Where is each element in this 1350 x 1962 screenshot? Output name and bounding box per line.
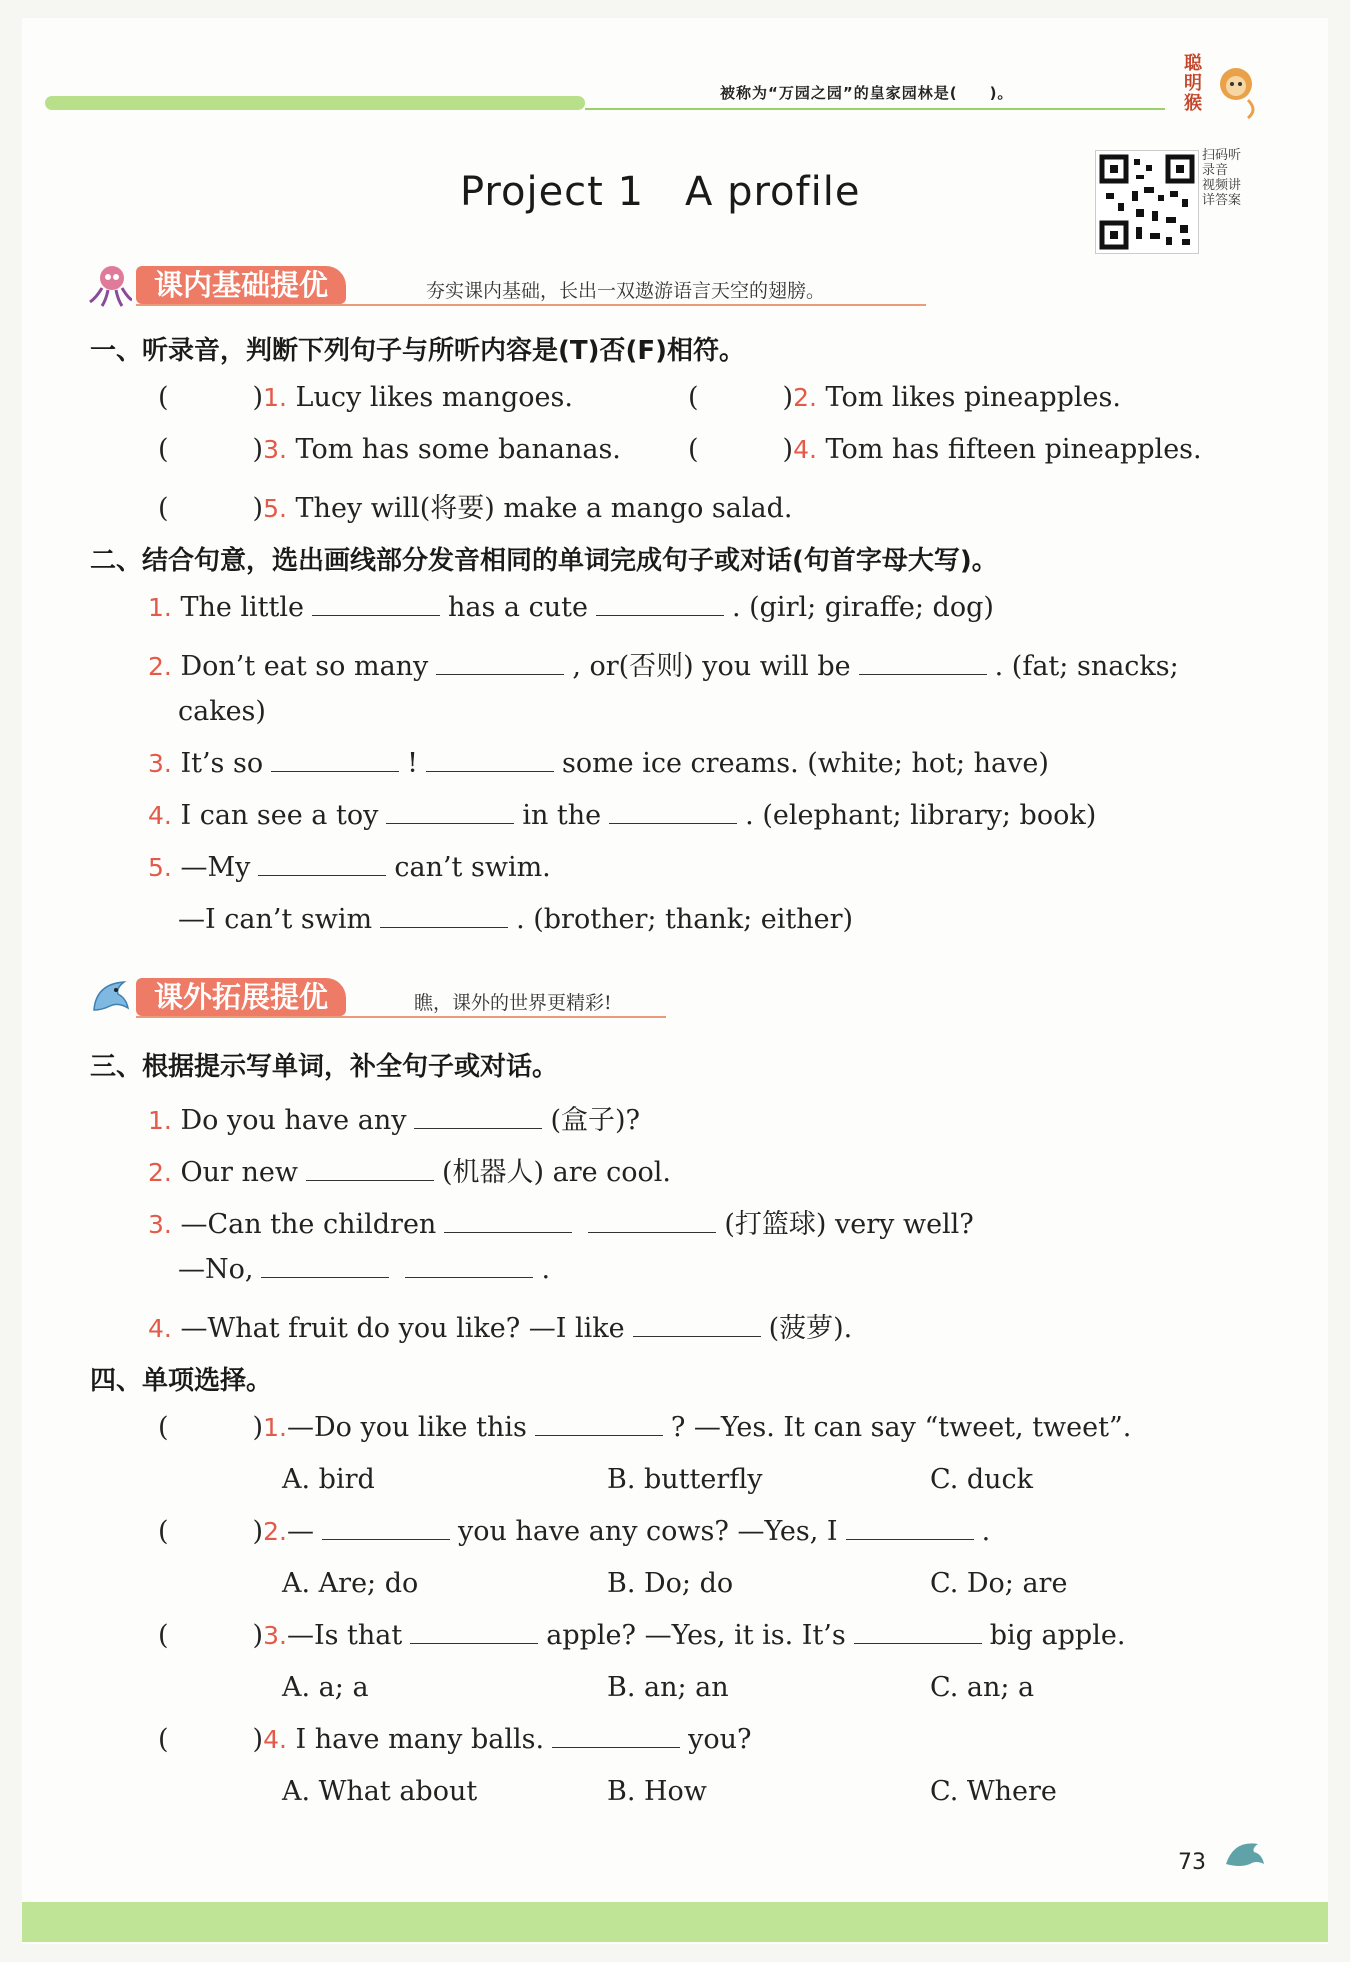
item-number: 1.	[148, 1106, 172, 1135]
answer-blank[interactable]	[552, 1746, 680, 1748]
item-number: 3.	[148, 1210, 172, 1239]
text: . (fat; snacks;	[994, 651, 1179, 682]
answer-blank[interactable]	[436, 673, 564, 675]
text: . (girl; giraffe; dog)	[731, 592, 994, 623]
text: I have many balls.	[295, 1724, 545, 1755]
section-label: 课内基础提优	[136, 266, 346, 304]
q3-line-2	[148, 1150, 671, 1189]
item-number: 3.	[263, 1621, 287, 1650]
q3-line-3	[148, 1202, 974, 1241]
text: .	[981, 1516, 991, 1547]
answer-blank[interactable]	[535, 1434, 663, 1436]
q2-line-2	[148, 644, 1179, 683]
text: has a cute	[448, 592, 588, 623]
q3-line-4	[148, 1306, 852, 1345]
q2-line-5	[148, 852, 551, 883]
top-green-band	[45, 96, 585, 110]
text: ? —Yes. It can say “tweet, tweet”.	[670, 1412, 1132, 1443]
text: Do you have any	[180, 1105, 407, 1136]
q4-1-option-a[interactable]: A. bird	[282, 1464, 375, 1495]
answer-blank[interactable]	[380, 926, 508, 928]
text: in the	[522, 800, 602, 831]
item-number: 1.	[263, 1413, 287, 1442]
q4-1-option-b[interactable]: B. butterfly	[607, 1464, 763, 1495]
text: (机器人) are cool.	[441, 1157, 672, 1188]
q1-item-4[interactable]: ( )4. Tom has fifteen pineapples.	[688, 434, 1202, 465]
answer-blank[interactable]	[444, 1231, 572, 1233]
text: (菠萝).	[768, 1313, 853, 1344]
q4-3-option-c[interactable]: C. an; a	[930, 1672, 1035, 1703]
item-text: They will(将要) make a mango salad.	[295, 493, 793, 524]
q4-item-2[interactable]: ( )2.— you have any cows? —Yes, I .	[158, 1516, 991, 1547]
q2-line-3	[148, 748, 1049, 779]
answer-blank[interactable]	[588, 1231, 716, 1233]
bottom-green-band	[22, 1902, 1328, 1942]
section-underline	[136, 304, 926, 306]
answer-blank[interactable]	[386, 822, 514, 824]
q1-item-3[interactable]: ( )3. Tom has some bananas.	[158, 434, 621, 465]
item-number: 2.	[148, 1158, 172, 1187]
text: apple? —Yes, it is. It’s	[546, 1620, 846, 1651]
answer-blank[interactable]	[854, 1642, 982, 1644]
q4-4-option-a[interactable]: A. What about	[282, 1776, 478, 1807]
answer-blank[interactable]	[846, 1538, 974, 1540]
item-number: 5.	[263, 494, 287, 523]
question-4-title: 四、单项选择。	[90, 1366, 273, 1396]
answer-blank[interactable]	[426, 770, 554, 772]
item-text: Tom has fifteen pineapples.	[825, 434, 1202, 465]
item-number: 2.	[263, 1517, 287, 1546]
q1-item-5[interactable]: ( )5. They will(将要) make a mango salad.	[158, 493, 793, 524]
text: .	[541, 1254, 551, 1285]
item-number: 2.	[793, 383, 817, 412]
q4-item-3[interactable]: ( )3.—Is that apple? —Yes, it is. It’s big apple.	[158, 1620, 1126, 1651]
q2-line-4	[148, 800, 1096, 831]
text: . (elephant; library; book)	[745, 800, 1097, 831]
trivia-question: 被称为“万园之园”的皇家园林是( )。	[720, 84, 1014, 102]
text: (盒子)?	[550, 1105, 641, 1136]
answer-blank[interactable]	[271, 770, 399, 772]
text: I can see a toy	[180, 800, 379, 831]
page-number: 73	[1178, 1850, 1206, 1875]
text: big apple.	[989, 1620, 1126, 1651]
q4-1-option-c[interactable]: C. duck	[930, 1464, 1034, 1495]
item-number: 2.	[148, 652, 172, 681]
qr-code[interactable]	[1095, 150, 1199, 254]
item-number: 1.	[263, 383, 287, 412]
answer-blank[interactable]	[258, 874, 386, 876]
text: you have any cows? —Yes, I	[457, 1516, 838, 1547]
q4-2-option-b[interactable]: B. Do; do	[607, 1568, 734, 1599]
answer-blank[interactable]	[414, 1127, 542, 1129]
text: you?	[688, 1724, 752, 1755]
text: can’t swim.	[394, 852, 551, 883]
text: Our new	[180, 1157, 298, 1188]
section-underline	[136, 1016, 666, 1018]
item-number: 3.	[148, 749, 172, 778]
text: —My	[180, 852, 251, 883]
answer-blank[interactable]	[405, 1276, 533, 1278]
top-green-line	[585, 108, 1165, 110]
q1-item-2[interactable]: ( )2. Tom likes pineapples.	[688, 382, 1121, 413]
text: !	[407, 748, 418, 779]
answer-blank[interactable]	[261, 1276, 389, 1278]
q4-3-option-a[interactable]: A. a; a	[282, 1672, 369, 1703]
dolphin-footer-icon	[1222, 1834, 1268, 1874]
item-text: Tom has some bananas.	[295, 434, 621, 465]
text: —What fruit do you like? —I like	[180, 1313, 625, 1344]
text: (打篮球) very well?	[724, 1209, 974, 1240]
section-note: 夯实课内基础，长出一双遨游语言天空的翅膀。	[426, 280, 826, 302]
answer-blank[interactable]	[609, 822, 737, 824]
item-text: Tom likes pineapples.	[825, 382, 1121, 413]
section-label: 课外拓展提优	[136, 978, 346, 1016]
text: —	[286, 1516, 314, 1547]
text: It’s so	[180, 748, 264, 779]
answer-blank[interactable]	[410, 1642, 538, 1644]
text: The little	[180, 592, 304, 623]
section-banner-extended	[86, 976, 666, 1020]
item-number: 4.	[793, 435, 817, 464]
text: , or(否则) you will be	[572, 651, 851, 682]
item-number: 4.	[148, 1314, 172, 1343]
q2-line-2b: cakes)	[178, 696, 266, 727]
q4-4-option-c[interactable]: C. Where	[930, 1776, 1057, 1807]
q4-3-option-b[interactable]: B. an; an	[607, 1672, 729, 1703]
dolphin-icon	[86, 976, 132, 1020]
question-3-title: 三、根据提示写单词，补全句子或对话。	[90, 1052, 559, 1082]
qr-code-icon	[1096, 151, 1198, 253]
q4-item-4[interactable]: ( )4. I have many balls. you?	[158, 1724, 752, 1755]
q4-2-option-c[interactable]: C. Do; are	[930, 1568, 1068, 1599]
section-banner-basic	[86, 264, 926, 308]
section-note: 瞧，课外的世界更精彩!	[414, 992, 612, 1014]
q1-item-1[interactable]: ( )1. Lucy likes mangoes.	[158, 382, 573, 413]
q4-item-1[interactable]: ( )1.—Do you like this ? —Yes. It can say “tweet, tweet”.	[158, 1412, 1132, 1443]
text: some ice creams. (white; hot; have)	[561, 748, 1049, 779]
item-number: 3.	[263, 435, 287, 464]
text: —I can’t swim	[178, 904, 373, 935]
item-number: 4.	[148, 801, 172, 830]
text: Don’t eat so many	[180, 651, 429, 682]
q3-line-1	[148, 1098, 640, 1137]
page-title: Project 1 A profile	[460, 169, 861, 215]
q4-4-option-b[interactable]: B. How	[607, 1776, 707, 1807]
answer-blank[interactable]	[322, 1538, 450, 1540]
answer-blank[interactable]	[633, 1335, 761, 1337]
text: —Can the children	[180, 1209, 437, 1240]
q4-2-option-a[interactable]: A. Are; do	[282, 1568, 419, 1599]
qr-label: 扫码听录音 视频讲详答案	[1202, 148, 1242, 208]
question-1-title: 一、听录音，判断下列句子与所听内容是(T)否(F)相符。	[90, 336, 746, 366]
answer-blank[interactable]	[306, 1179, 434, 1181]
item-number: 5.	[148, 853, 172, 882]
text: . (brother; thank; either)	[516, 904, 854, 935]
mascot-text: 聪明猴	[1184, 53, 1202, 114]
q2-line-5b	[178, 904, 853, 935]
monkey-logo	[1178, 54, 1262, 122]
text: —No,	[178, 1254, 254, 1285]
squid-icon	[86, 264, 132, 308]
answer-blank[interactable]	[312, 614, 440, 616]
answer-blank[interactable]	[859, 673, 987, 675]
q2-line-1	[148, 592, 994, 623]
question-2-title: 二、结合句意，选出画线部分发音相同的单词完成句子或对话(句首字母大写)。	[90, 546, 998, 576]
q3-line-3b	[178, 1254, 550, 1285]
text: —Do you like this	[286, 1412, 527, 1443]
item-number: 1.	[148, 593, 172, 622]
text: —Is that	[286, 1620, 403, 1651]
item-number: 4.	[263, 1725, 287, 1754]
item-text: Lucy likes mangoes.	[295, 382, 573, 413]
answer-blank[interactable]	[596, 614, 724, 616]
